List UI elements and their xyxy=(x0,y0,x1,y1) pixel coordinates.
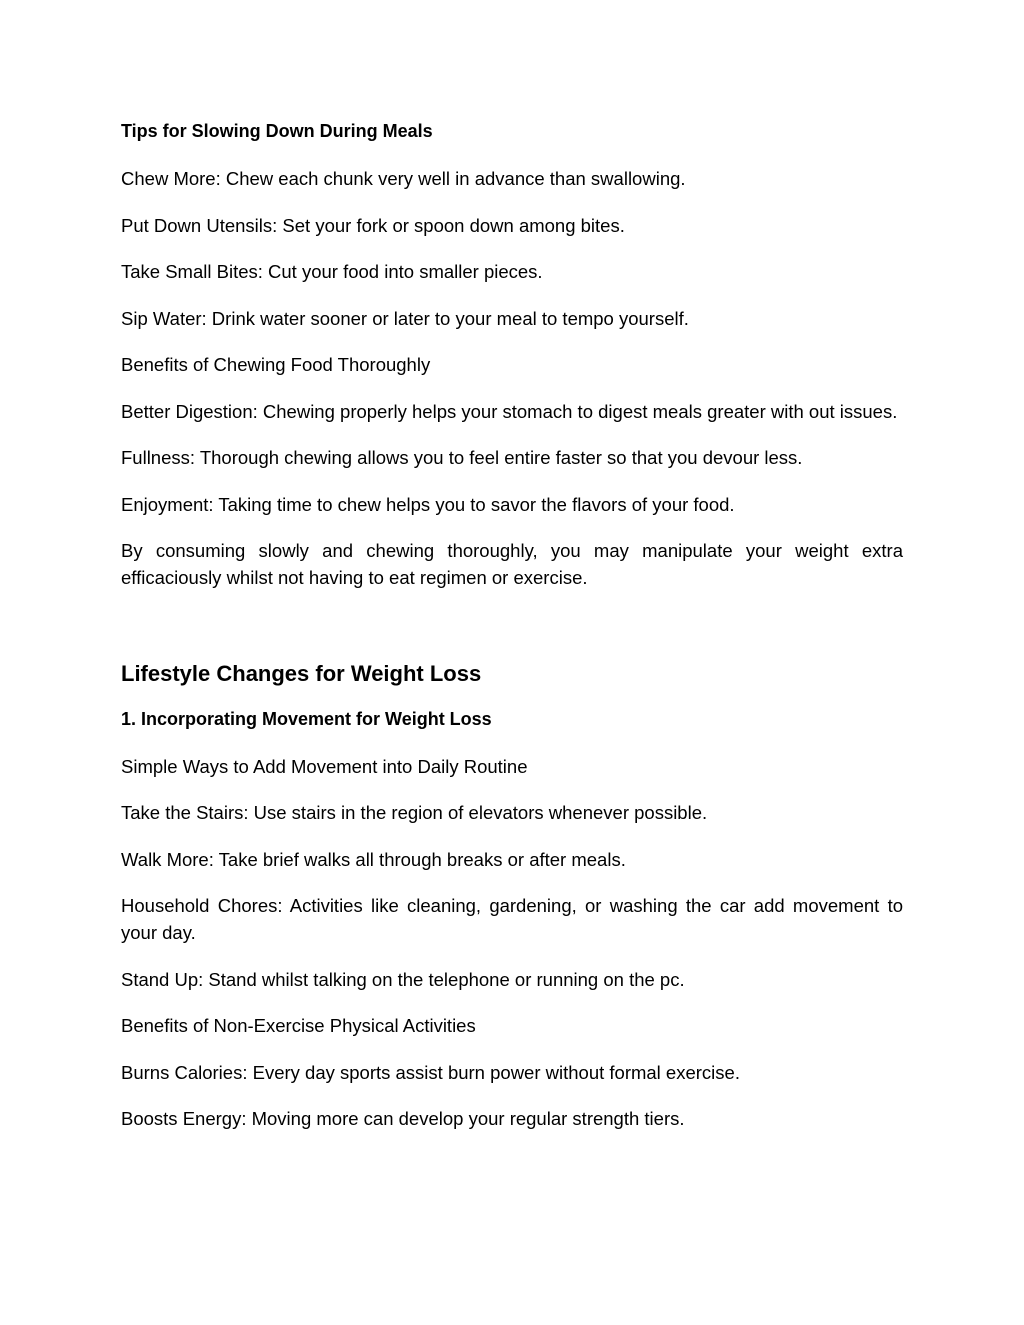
movement-subheading: 1. Incorporating Movement for Weight Loss xyxy=(121,709,492,729)
slowing-tips-heading: Tips for Slowing Down During Meals xyxy=(121,121,433,141)
slowing-conclusion: By consuming slowly and chewing thoroughly, you may manipulate your weight extra efficaciously whilst not having to eat regimen or exercise. xyxy=(121,540,903,588)
lifestyle-heading: Lifestyle Changes for Weight Loss xyxy=(121,661,482,686)
tip-take-small-bites: Take Small Bites: Cut your food into smaller pieces. xyxy=(121,261,543,282)
document-body xyxy=(121,118,903,1132)
movement-ways-heading: Simple Ways to Add Movement into Daily Routine xyxy=(121,755,528,777)
way-walk-more: Walk More: Take brief walks all through breaks or after meals. xyxy=(121,848,626,870)
benefit-fullness: Fullness: Thorough chewing allows you to feel entire faster so that you devour less. xyxy=(121,447,803,468)
chewing-benefits-heading: Benefits of Chewing Food Thoroughly xyxy=(121,354,431,375)
benefit-better-digestion: Better Digestion: Chewing properly helps your stomach to digest meals greater with out issues. xyxy=(121,400,898,422)
way-household-chores: Household Chores: Activities like cleaning, gardening, or washing the car add movement to your day. xyxy=(121,895,903,943)
way-take-stairs: Take the Stairs: Use stairs in the region of elevators whenever possible. xyxy=(121,802,708,823)
way-stand-up: Stand Up: Stand whilst talking on the telephone or running on the pc. xyxy=(121,968,685,990)
activity-benefits-heading: Benefits of Non-Exercise Physical Activities xyxy=(121,1015,476,1036)
tip-put-down-utensils: Put Down Utensils: Set your fork or spoon down among bites. xyxy=(121,214,625,236)
tip-chew-more: Chew More: Chew each chunk very well in advance than swallowing. xyxy=(121,168,686,189)
lifestyle-section xyxy=(121,659,903,689)
benefit-enjoyment: Enjoyment: Taking time to chew helps you to savor the flavors of your food. xyxy=(121,493,735,515)
tip-sip-water: Sip Water: Drink water sooner or later to your meal to tempo yourself. xyxy=(121,307,689,329)
benefit-boosts-energy: Boosts Energy: Moving more can develop your regular strength tiers. xyxy=(121,1108,685,1129)
benefit-burns-calories: Burns Calories: Every day sports assist burn power without formal exercise. xyxy=(121,1061,740,1083)
